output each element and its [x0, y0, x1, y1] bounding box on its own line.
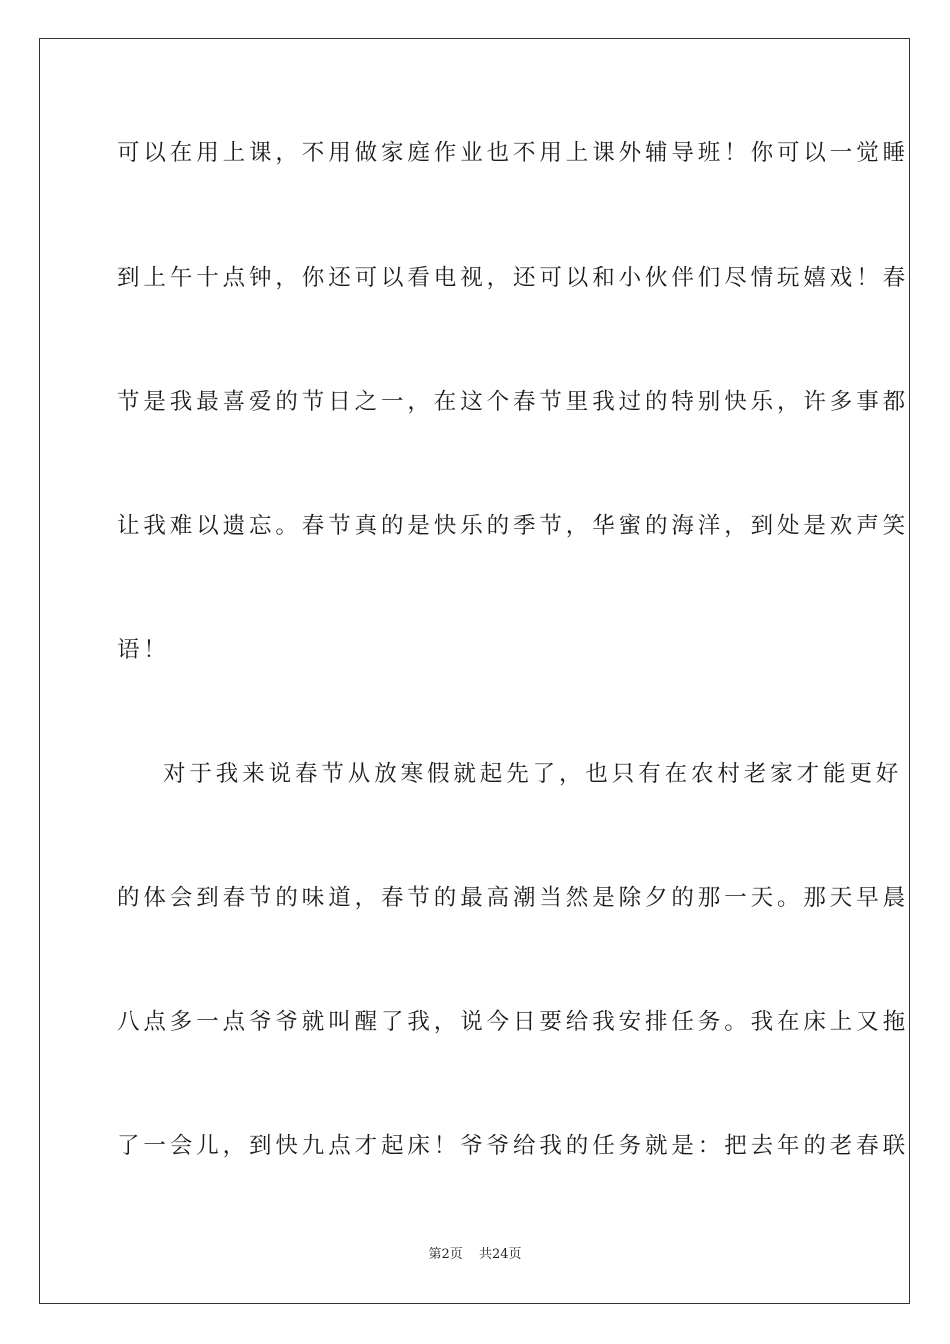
text-line: 语！ — [117, 637, 170, 663]
paragraph-first-line: 对于我来说春节从放寒假就起先了，也只有在农村老家才能更好 — [163, 761, 903, 787]
page-footer — [0, 1246, 950, 1264]
total-pages: 共24页 — [478, 1247, 522, 1262]
page-border — [39, 38, 910, 1304]
text-line: 可以在用上课，不用做家庭作业也不用上课外辅导班！你可以一觉睡 — [117, 140, 910, 166]
text-line: 到上午十点钟，你还可以看电视，还可以和小伙伴们尽情玩嬉戏！春 — [117, 265, 910, 291]
text-line: 的体会到春节的味道，春节的最高潮当然是除夕的那一天。那天早晨 — [117, 885, 910, 911]
text-line: 节是我最喜爱的节日之一，在这个春节里我过的特别快乐，许多事都 — [117, 389, 910, 415]
text-line: 了一会儿，到快九点才起床！爷爷给我的任务就是：把去年的老春联 — [117, 1133, 910, 1159]
text-line: 八点多一点爷爷就叫醒了我，说今日要给我安排任务。我在床上又拖 — [117, 1009, 910, 1035]
page-number: 第2页 — [428, 1247, 463, 1262]
text-line: 让我难以遗忘。春节真的是快乐的季节，华蜜的海洋，到处是欢声笑 — [117, 513, 910, 539]
